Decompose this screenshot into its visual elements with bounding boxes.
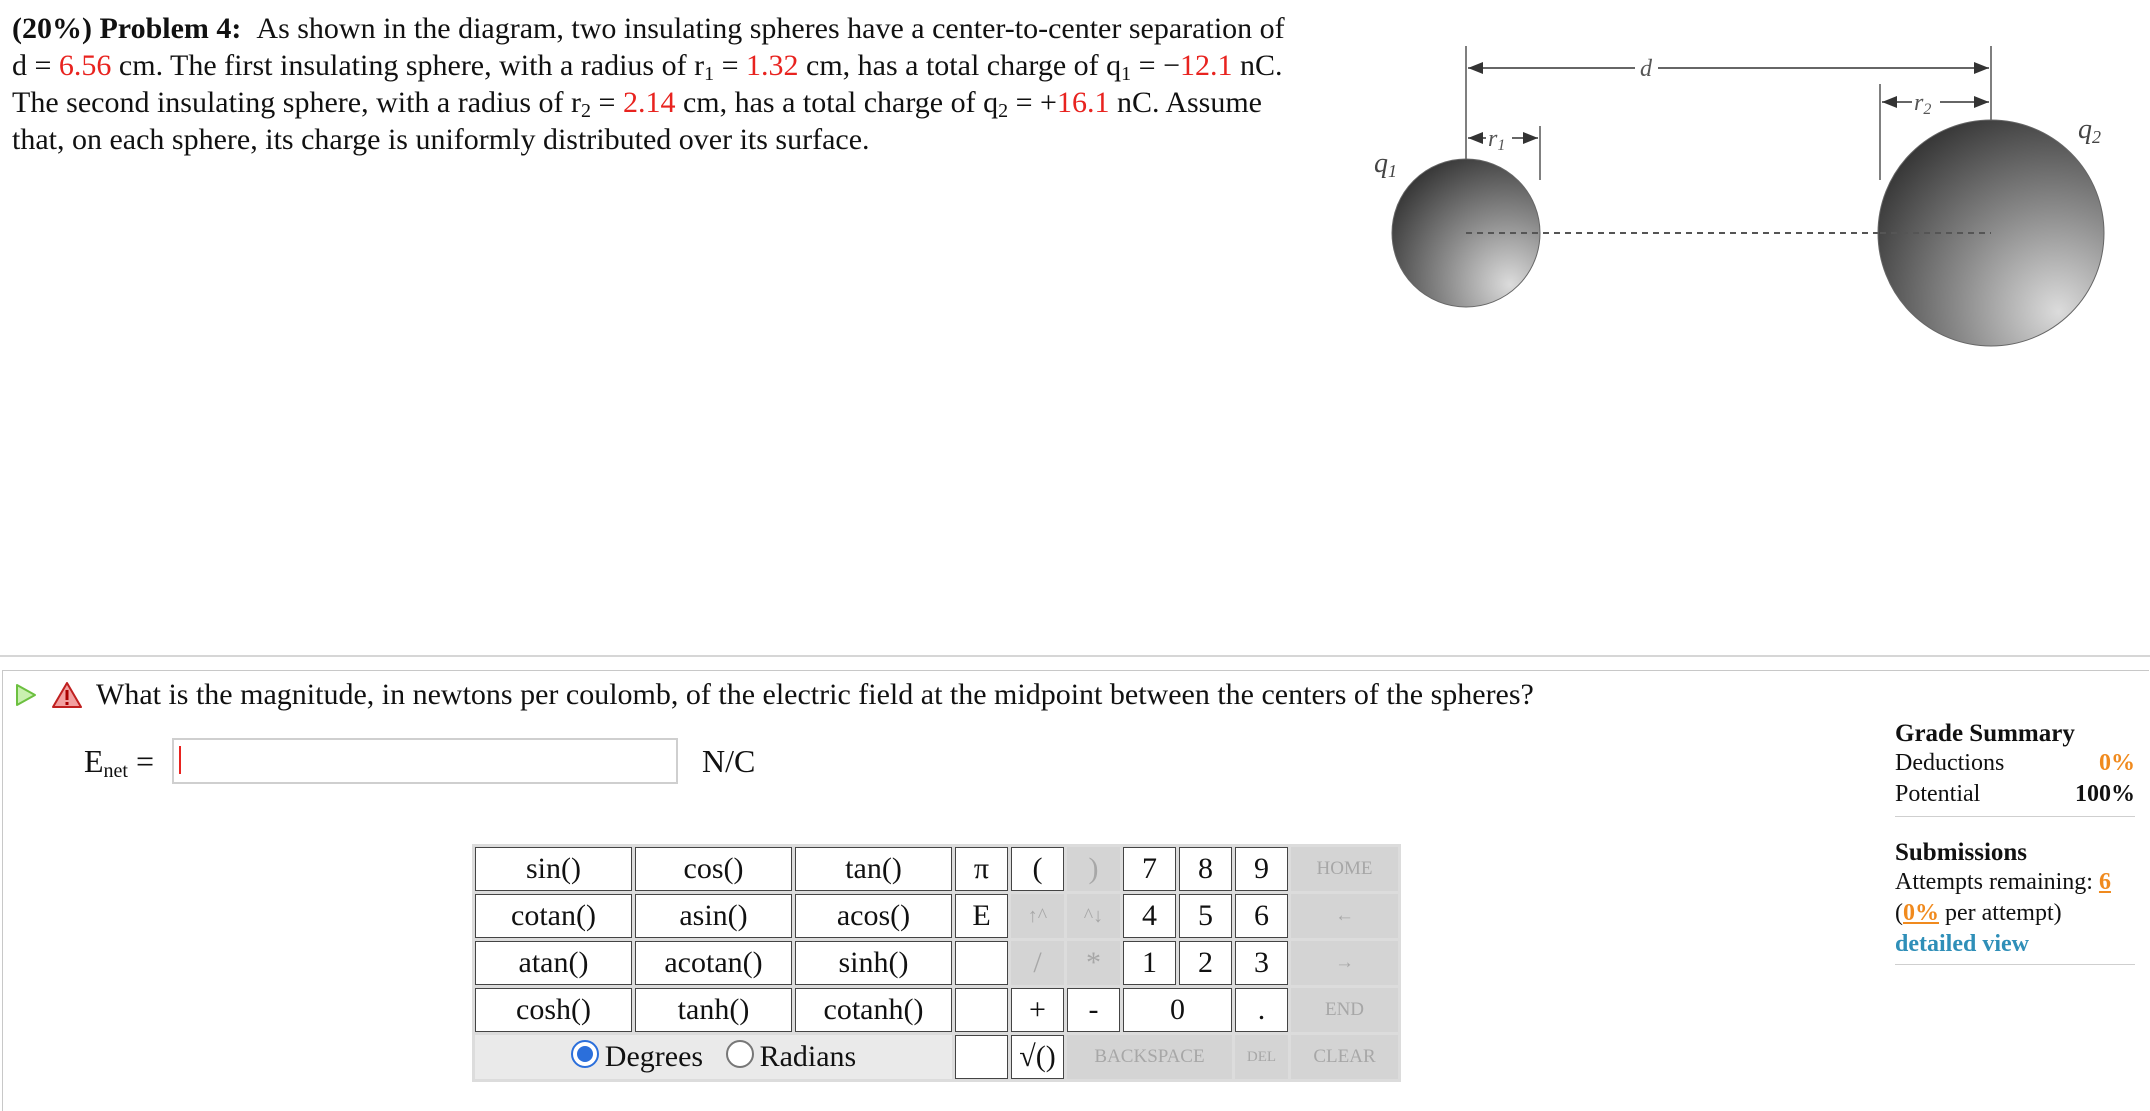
d-value: 6.56 [58, 49, 112, 82]
digit-1-button[interactable]: 1 [1123, 941, 1176, 985]
tan-button[interactable]: tan() [795, 847, 952, 891]
problem-text-4: cm, has a total charge of q [798, 49, 1122, 82]
grade-divider [1895, 816, 2135, 817]
problem-label: Problem 4: [99, 12, 242, 45]
problem-text-1: As shown in the diagram, two insulating spheres have a center-to-center separation of d = [12, 12, 1285, 82]
problem-text-2: cm. The first insulating sphere, with a radius of r [111, 49, 705, 82]
r2-label: r2 [1914, 90, 1932, 118]
blank-key [955, 988, 1008, 1032]
cos-button[interactable]: cos() [635, 847, 792, 891]
atan-button[interactable]: atan() [475, 941, 632, 985]
sinh-button[interactable]: sinh() [795, 941, 952, 985]
answer-field-wrap [172, 738, 678, 784]
detailed-view-row [1895, 929, 2135, 965]
potential-label: Potential [1895, 781, 1981, 807]
problem-text-6: nC. The second insulating sphere, with a radius of r [12, 49, 1283, 119]
problem-text-9: = + [1008, 86, 1057, 119]
angle-mode [475, 1035, 952, 1079]
radians-radio[interactable] [726, 1040, 754, 1068]
d-label: d [1640, 56, 1652, 82]
answer-row [84, 738, 755, 784]
problem-text-7: = [591, 86, 623, 119]
cotan-button[interactable]: cotan() [475, 894, 632, 938]
question-text: What is the magnitude, in newtons per coulomb, of the electric field at the midpoint between the centers of the spheres? [96, 678, 1534, 711]
play-icon[interactable] [14, 682, 38, 708]
blank-key [955, 941, 1008, 985]
cotanh-button[interactable]: cotanh() [795, 988, 952, 1032]
pi-button[interactable]: π [955, 847, 1008, 891]
e-button[interactable]: E [955, 894, 1008, 938]
digit-2-button[interactable]: 2 [1179, 941, 1232, 985]
acotan-button[interactable]: acotan() [635, 941, 792, 985]
deductions-value: 0% [2099, 750, 2135, 776]
r1-value: 1.32 [746, 49, 799, 82]
digit-3-button[interactable]: 3 [1235, 941, 1288, 985]
power-down-button[interactable]: ^↓ [1067, 894, 1120, 938]
radians-label: Radians [759, 1040, 857, 1073]
potential-value: 100% [2075, 781, 2135, 807]
problem-text-8: cm, has a total charge of q [675, 86, 999, 119]
clear-button[interactable]: CLEAR [1291, 1035, 1398, 1079]
warning-icon [52, 681, 82, 709]
plus-button[interactable]: + [1011, 988, 1064, 1032]
cursor-right-button[interactable]: → [1291, 941, 1398, 985]
q1-label: q1 [1374, 148, 1397, 181]
answer-unit: N/C [702, 742, 756, 779]
multiply-button[interactable]: * [1067, 941, 1120, 985]
submissions-title: Submissions [1895, 839, 2028, 866]
blank-key [955, 1035, 1008, 1079]
r2-value: 2.14 [622, 86, 676, 119]
question-row [14, 678, 1534, 712]
answer-label: $E_{net}$ = [84, 742, 155, 782]
end-button[interactable]: END [1291, 988, 1398, 1032]
tanh-button[interactable]: tanh() [635, 988, 792, 1032]
r1-subscript: 1 [704, 63, 715, 85]
divide-button[interactable]: / [1011, 941, 1064, 985]
acos-button[interactable]: acos() [795, 894, 952, 938]
deductions-row [1895, 748, 2135, 779]
answer-input[interactable] [172, 738, 678, 784]
calculator-keypad [472, 844, 1401, 1082]
cosh-button[interactable]: cosh() [475, 988, 632, 1032]
problem-text-3: = [714, 49, 746, 82]
text-cursor [179, 746, 181, 774]
digit-4-button[interactable]: 4 [1123, 894, 1176, 938]
q1-value: 12.1 [1180, 49, 1233, 82]
spheres-diagram [1360, 40, 2120, 360]
digit-0-button[interactable]: 0 [1123, 988, 1232, 1032]
problem-percent: (20%) [12, 12, 92, 45]
digit-9-button[interactable]: 9 [1235, 847, 1288, 891]
problem-statement [12, 10, 1302, 158]
attempts-remaining: Attempts remaining: 6 [1895, 869, 2111, 895]
detailed-view-link[interactable]: detailed view [1895, 931, 2029, 957]
home-button[interactable]: HOME [1291, 847, 1398, 891]
decimal-button[interactable]: . [1235, 988, 1288, 1032]
deductions-label: Deductions [1895, 750, 2005, 776]
per-attempt: (0% per attempt) [1895, 900, 2062, 926]
per-attempt-value: 0% [1903, 900, 1939, 926]
degrees-radio[interactable] [571, 1040, 599, 1068]
q2-value: 16.1 [1056, 86, 1110, 119]
problem-text-10: nC. Assume that, on each sphere, its charge is uniformly distributed over its surface. [12, 86, 1262, 156]
minus-button[interactable]: - [1067, 988, 1120, 1032]
grade-summary [1895, 720, 2135, 965]
q1-subscript: 1 [1121, 63, 1132, 85]
sin-button[interactable]: sin() [475, 847, 632, 891]
left-paren-button[interactable]: ( [1011, 847, 1064, 891]
r1-label: r1 [1488, 126, 1506, 154]
right-paren-button[interactable]: ) [1067, 847, 1120, 891]
problem-text-5: = − [1131, 49, 1181, 82]
asin-button[interactable]: asin() [635, 894, 792, 938]
digit-6-button[interactable]: 6 [1235, 894, 1288, 938]
backspace-button[interactable]: BACKSPACE [1067, 1035, 1232, 1079]
sqrt-button[interactable]: √() [1011, 1035, 1064, 1079]
section-divider [0, 655, 2150, 657]
cursor-left-button[interactable]: ← [1291, 894, 1398, 938]
grade-summary-title: Grade Summary [1895, 720, 2075, 747]
digit-7-button[interactable]: 7 [1123, 847, 1176, 891]
digit-8-button[interactable]: 8 [1179, 847, 1232, 891]
del-button[interactable]: DEL [1235, 1035, 1288, 1079]
power-up-button[interactable]: ↑^ [1011, 894, 1064, 938]
potential-row [1895, 779, 2135, 810]
degrees-label: Degrees [604, 1040, 704, 1073]
attempts-value: 6 [2098, 869, 2111, 895]
q2-subscript: 2 [998, 100, 1009, 122]
q2-label: q2 [2078, 114, 2101, 147]
r2-subscript: 2 [581, 100, 592, 122]
digit-5-button[interactable]: 5 [1179, 894, 1232, 938]
